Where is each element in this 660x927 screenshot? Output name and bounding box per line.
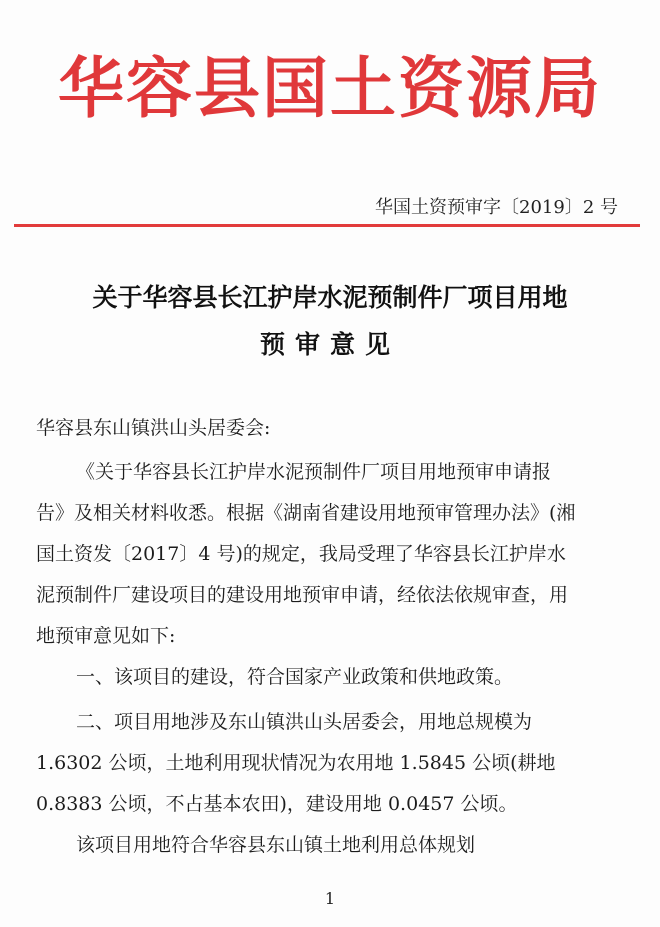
body-line: 地预审意见如下: (36, 625, 176, 647)
document-title-line-2: 预审意见 (259, 330, 400, 359)
issuing-authority-header: 华容县国土资源局 (58, 49, 602, 127)
red-separator-line (14, 224, 640, 227)
document-title-line-1: 关于华容县长江护岸水泥预制件厂项目用地 (92, 283, 568, 312)
body-line: 该项目用地符合华容县东山镇土地利用总体规划 (76, 834, 476, 856)
body-line: 《关于华容县长江护岸水泥预制件厂项目用地预审申请报 (76, 461, 552, 483)
opinion-item-1: 一、该项目的建设，符合国家产业政策和供地政策。 (76, 666, 514, 688)
opinion-item-2: 二、项目用地涉及东山镇洪山头居委会，用地总规模为 (76, 711, 533, 733)
body-line: 泥预制件厂建设项目的建设用地预审申请，经依法依规审查，用 (36, 584, 569, 606)
document-number: 华国土资预审字〔2019〕2 号 (375, 197, 618, 218)
body-line: 国土资发〔2017〕4 号)的规定，我局受理了华容县长江护岸水 (36, 543, 566, 565)
page-number: 1 (324, 889, 336, 908)
body-line: 0.8383 公顷，不占基本农田)，建设用地 0.0457 公顷。 (36, 793, 518, 815)
body-line: 告》及相关材料收悉。根据《湖南省建设用地预审管理办法》(湘 (36, 502, 576, 524)
salutation: 华容县东山镇洪山头居委会: (36, 417, 271, 439)
body-line: 1.6302 公顷，土地利用现状情况为农用地 1.5845 公顷(耕地 (36, 752, 556, 774)
